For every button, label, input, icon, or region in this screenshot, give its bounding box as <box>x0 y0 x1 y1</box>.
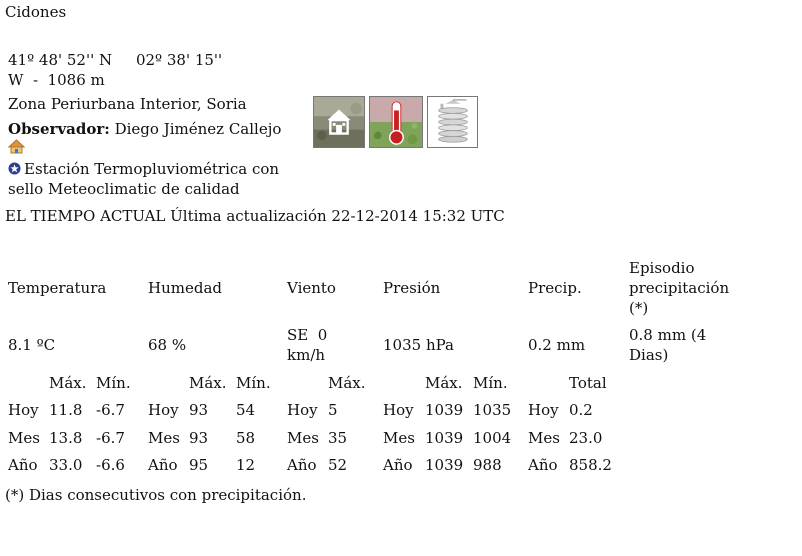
header-pressure: Presión <box>383 279 441 297</box>
precip-total: 858.2 <box>569 456 612 474</box>
temp-min: -6.7 <box>96 401 125 419</box>
temp-max: 33.0 <box>49 456 83 474</box>
wind-max-label: Máx. <box>328 374 366 392</box>
pres-min-label: Mín. <box>473 374 508 392</box>
current-pressure: 1035 hPa <box>383 336 454 354</box>
hum-min: 12 <box>236 456 256 474</box>
pres-max-label: Máx. <box>425 374 463 392</box>
current-episode-line1: 0.8 mm (4 <box>629 326 707 344</box>
row-label: Mes <box>528 429 560 447</box>
temp-min: -6.7 <box>96 429 125 447</box>
current-wind-line2: km/h <box>287 346 326 364</box>
header-episode-line1: Episodio <box>629 259 695 277</box>
pres-min: 988 <box>473 456 502 474</box>
header-episode-line3: (*) <box>629 299 649 317</box>
row-label: Año <box>528 456 558 474</box>
current-temperature: 8.1 ºC <box>8 336 56 354</box>
pres-max: 1039 <box>425 429 464 447</box>
hum-max-label: Máx. <box>189 374 227 392</box>
current-weather-heading: EL TIEMPO ACTUAL Última actualización 22-12-2014 15:32 UTC <box>5 207 505 225</box>
temp-max: 13.8 <box>49 429 83 447</box>
header-wind: Viento <box>287 279 336 297</box>
header-episode-line2: precipitación <box>629 279 730 297</box>
hum-max: 93 <box>189 401 209 419</box>
temp-min: -6.6 <box>96 456 125 474</box>
precip-total: 23.0 <box>569 429 603 447</box>
station-photo-thumbnail[interactable] <box>313 96 365 148</box>
row-label: Hoy <box>148 401 179 419</box>
wind-max: 52 <box>328 456 348 474</box>
header-temperature: Temperatura <box>8 279 107 297</box>
station-name: Cidones <box>5 3 67 21</box>
hum-min: 54 <box>236 401 256 419</box>
row-label: Hoy <box>383 401 414 419</box>
current-wind-line1: SE 0 <box>287 326 328 344</box>
row-label: Mes <box>383 429 415 447</box>
station-zone: Zona Periurbana Interior, Soria <box>8 95 247 113</box>
home-icon[interactable] <box>8 139 25 154</box>
station-coordinates: 41º 48' 52'' N 02º 38' 15'' <box>8 51 223 69</box>
station-altitude: W - 1086 m <box>8 71 105 89</box>
header-precip: Precip. <box>528 279 582 297</box>
thermometer-icon[interactable] <box>369 96 423 148</box>
precip-total-label: Total <box>569 374 607 392</box>
pres-min: 1035 <box>473 401 512 419</box>
temp-max-label: Máx. <box>49 374 87 392</box>
quality-seal-icon <box>8 162 21 175</box>
pres-max: 1039 <box>425 456 464 474</box>
row-label: Año <box>287 456 317 474</box>
quality-text-line2: sello Meteoclimatic de calidad <box>8 180 240 198</box>
row-label: Mes <box>148 429 180 447</box>
station-observer <box>8 119 281 139</box>
observer-label: Observador: <box>8 120 110 138</box>
pres-max: 1039 <box>425 401 464 419</box>
current-precip: 0.2 mm <box>528 336 586 354</box>
wind-max: 35 <box>328 429 348 447</box>
quality-text-line1: Estación Termopluviométrica con <box>24 160 280 178</box>
row-label: Hoy <box>287 401 318 419</box>
row-label: Año <box>8 456 38 474</box>
row-label: Hoy <box>528 401 559 419</box>
current-episode-line2: Dias) <box>629 346 669 364</box>
hum-max: 93 <box>189 429 209 447</box>
pres-min: 1004 <box>473 429 512 447</box>
hum-max: 95 <box>189 456 209 474</box>
row-label: Mes <box>8 429 40 447</box>
row-label: Año <box>148 456 178 474</box>
hum-min: 58 <box>236 429 256 447</box>
wind-max: 5 <box>328 401 338 419</box>
current-humidity: 68 % <box>148 336 187 354</box>
temp-max: 11.8 <box>49 401 83 419</box>
hum-min-label: Mín. <box>236 374 271 392</box>
observer-name: Diego Jiménez Callejo <box>109 120 282 138</box>
row-label: Año <box>383 456 413 474</box>
footnote: (*) Dias consecutivos con precipitación. <box>5 486 307 504</box>
row-label: Mes <box>287 429 319 447</box>
precip-total: 0.2 <box>569 401 593 419</box>
header-humidity: Humedad <box>148 279 222 297</box>
weather-screen-icon[interactable] <box>427 96 478 148</box>
row-label: Hoy <box>8 401 39 419</box>
temp-min-label: Mín. <box>96 374 131 392</box>
